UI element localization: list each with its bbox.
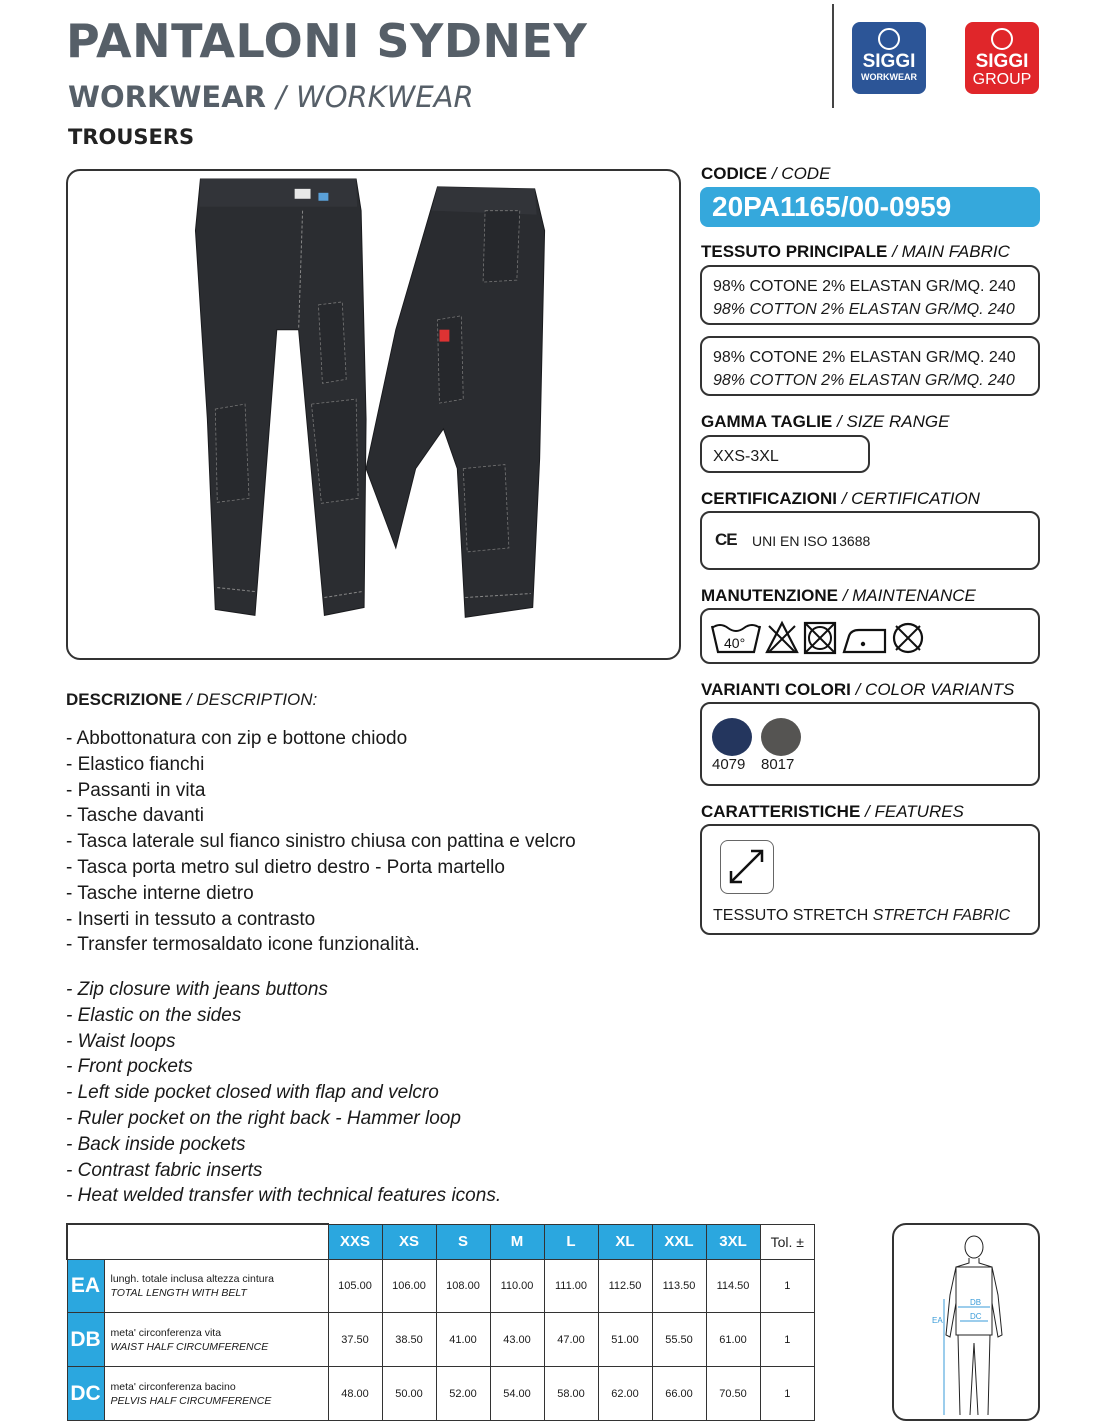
tolerance-header: Tol. ±	[760, 1224, 815, 1259]
row-code: DB	[67, 1313, 104, 1367]
size-value: 70.50	[706, 1367, 760, 1421]
fabric-en: 98% COTTON 2% ELASTAN GR/MQ. 240	[713, 372, 1015, 389]
row-description-en: WAIST HALF CIRCUMFERENCE	[110, 1340, 269, 1353]
size-range-box	[700, 435, 870, 473]
description-item: - Heat welded transfer with technical features icons.	[66, 1185, 502, 1207]
description-label-en: / DESCRIPTION:	[186, 690, 318, 709]
cert-label-en: / CERTIFICATION	[841, 489, 980, 508]
color-code-8017: 8017	[761, 756, 795, 773]
maintenance-label-en: / MAINTENANCE	[842, 586, 976, 605]
size-range-label-en: / SIZE RANGE	[837, 412, 950, 431]
colors-label-en: / COLOR VARIANTS	[855, 680, 1015, 699]
body-diagram	[894, 1225, 1040, 1421]
size-header-m: M	[490, 1224, 544, 1259]
size-header-xl: XL	[598, 1224, 652, 1259]
size-value: 43.00	[490, 1313, 544, 1367]
description-item: - Transfer termosaldato icone funzionalità.	[66, 934, 420, 956]
code-label-it: CODICE	[701, 164, 768, 183]
table-row	[67, 1367, 815, 1421]
size-range-value: XXS-3XL	[713, 448, 779, 465]
cert-label-it: CERTIFICAZIONI	[701, 489, 837, 508]
size-value: 38.50	[382, 1313, 436, 1367]
colors-label-it: VARIANTI COLORI	[701, 680, 851, 699]
logo2-line1: SIGGI	[975, 51, 1029, 72]
size-header-xxs: XXS	[328, 1224, 382, 1259]
size-range-label	[701, 412, 949, 432]
size-value: 61.00	[706, 1313, 760, 1367]
logo2-line2: GROUP	[972, 71, 1032, 88]
size-range-label-it: GAMMA TAGLIE	[701, 412, 833, 431]
features-box	[700, 824, 1040, 935]
size-value: 37.50	[328, 1313, 382, 1367]
trousers-image	[68, 171, 679, 658]
size-value: 52.00	[436, 1367, 490, 1421]
no-dry-clean-icon	[890, 620, 926, 656]
feature-text	[713, 907, 1010, 925]
feature-text-it: TESSUTO STRETCH	[713, 907, 869, 924]
size-header-l: L	[544, 1224, 598, 1259]
color-swatch-4079[interactable]	[712, 718, 752, 756]
row-description	[104, 1313, 328, 1367]
subtitle-en: WORKWEAR	[296, 80, 474, 114]
row-description-it: lungh. totale inclusa altezza cintura	[110, 1272, 274, 1285]
fabric-label	[701, 242, 1010, 262]
size-value: 106.00	[382, 1259, 436, 1313]
fabric-en: 98% COTTON 2% ELASTAN GR/MQ. 240	[713, 301, 1015, 318]
size-value: 113.50	[652, 1259, 706, 1313]
description-item: - Contrast fabric inserts	[66, 1159, 263, 1181]
size-value: 47.00	[544, 1313, 598, 1367]
description-item: - Front pockets	[66, 1056, 193, 1078]
size-value: 66.00	[652, 1367, 706, 1421]
description-label-it: DESCRIZIONE	[66, 690, 183, 709]
description-item: - Inserti in tessuto a contrasto	[66, 908, 316, 930]
size-value: 55.50	[652, 1313, 706, 1367]
ea-label: EA	[932, 1316, 943, 1325]
code-label	[701, 164, 830, 184]
size-value: 108.00	[436, 1259, 490, 1313]
maintenance-label-it: MANUTENZIONE	[701, 586, 838, 605]
description-item: - Tasca laterale sul fianco sinistro chiusa con pattina e velcro	[66, 831, 576, 853]
size-value: 110.00	[490, 1259, 544, 1313]
code-value: 20PA1165/00-0959	[700, 187, 1040, 227]
description-list-en	[66, 977, 501, 1209]
tolerance-value: 1	[760, 1313, 815, 1367]
size-value: 114.50	[706, 1259, 760, 1313]
description-item: - Abbottonatura con zip e bottone chiodo	[66, 728, 408, 749]
row-description-it: meta' circonferenza bacino	[110, 1380, 236, 1393]
cert-box	[700, 511, 1040, 570]
size-value: 62.00	[598, 1367, 652, 1421]
page-title: PANTALONI SYDNEY	[66, 14, 588, 68]
fabric-label-it: TESSUTO PRINCIPALE	[701, 242, 888, 261]
subtitle-it: WORKWEAR	[68, 80, 267, 114]
size-table	[66, 1223, 815, 1421]
size-value: 58.00	[544, 1367, 598, 1421]
subtitle-sep: /	[276, 80, 286, 114]
row-description	[104, 1259, 328, 1313]
siggi-group-logo	[965, 22, 1039, 94]
description-item: - Back inside pockets	[66, 1133, 246, 1155]
no-bleach-icon	[764, 620, 800, 656]
siggi-workwear-logo	[852, 22, 926, 94]
size-value: 111.00	[544, 1259, 598, 1313]
size-value: 54.00	[490, 1367, 544, 1421]
header-divider	[832, 4, 834, 108]
size-value: 112.50	[598, 1259, 652, 1313]
fabric-box-2	[700, 336, 1040, 396]
description-item: - Elastic on the sides	[66, 1004, 242, 1026]
description-item: - Tasche davanti	[66, 805, 205, 827]
seal-icon	[878, 28, 900, 50]
size-header-xxl: XXL	[652, 1224, 706, 1259]
size-value: 48.00	[328, 1367, 382, 1421]
size-header-xs: XS	[382, 1224, 436, 1259]
size-header-3xl: 3XL	[706, 1224, 760, 1259]
category-label: TROUSERS	[68, 125, 195, 149]
db-label: DB	[970, 1298, 982, 1307]
code-label-en: / CODE	[771, 164, 831, 183]
fabric-box-1	[700, 265, 1040, 325]
colors-box	[700, 702, 1040, 786]
description-item: - Tasche interne dietro	[66, 882, 254, 904]
description-item: - Zip closure with jeans buttons	[66, 979, 328, 1000]
size-value: 105.00	[328, 1259, 382, 1313]
page-subtitle	[68, 80, 474, 114]
feature-text-en: STRETCH FABRIC	[872, 907, 1011, 924]
table-row	[67, 1259, 815, 1313]
fabric-label-en: / MAIN FABRIC	[892, 242, 1010, 261]
description-item: - Ruler pocket on the right back - Hammer loop	[66, 1107, 461, 1129]
description-item: - Passanti in vita	[66, 779, 206, 801]
row-code: EA	[67, 1259, 104, 1313]
wash-40-icon	[710, 620, 762, 656]
tolerance-value: 1	[760, 1367, 815, 1421]
no-tumble-dry-icon	[802, 620, 838, 656]
size-value: 41.00	[436, 1313, 490, 1367]
size-value: 50.00	[382, 1367, 436, 1421]
logo1-line1: SIGGI	[862, 51, 916, 72]
product-photo	[66, 169, 681, 660]
row-code: DC	[67, 1367, 104, 1421]
ce-mark-icon: CE	[715, 530, 737, 549]
table-row	[67, 1313, 815, 1367]
color-swatch-8017[interactable]	[761, 718, 801, 756]
size-table-header	[67, 1224, 815, 1259]
colors-label	[701, 680, 1014, 700]
row-description-it: meta' circonferenza vita	[110, 1326, 222, 1339]
seal-icon	[991, 28, 1013, 50]
fabric-it: 98% COTONE 2% ELASTAN GR/MQ. 240	[713, 278, 1016, 295]
maintenance-label	[701, 586, 976, 606]
stretch-arrow-icon	[720, 840, 774, 894]
features-label-en: / FEATURES	[865, 802, 964, 821]
header-blank	[67, 1224, 328, 1259]
row-description-en: TOTAL LENGTH WITH BELT	[110, 1286, 247, 1299]
maintenance-box	[700, 608, 1040, 664]
row-description	[104, 1367, 328, 1421]
description-item: - Waist loops	[66, 1030, 176, 1052]
description-list-it	[66, 726, 576, 958]
features-label-it: CARATTERISTICHE	[701, 802, 861, 821]
color-code-4079: 4079	[712, 756, 746, 773]
cert-label	[701, 489, 980, 509]
description-label	[66, 690, 317, 710]
description-item: - Elastico fianchi	[66, 753, 205, 775]
measurement-figure	[892, 1223, 1040, 1421]
logo1-line2: WORKWEAR	[861, 72, 917, 82]
features-label	[701, 802, 964, 822]
fabric-it: 98% COTONE 2% ELASTAN GR/MQ. 240	[713, 349, 1016, 366]
wash-temp: 40°	[724, 635, 746, 651]
size-header-s: S	[436, 1224, 490, 1259]
dc-label: DC	[970, 1312, 982, 1321]
iron-low-icon	[841, 620, 889, 656]
description-item: - Left side pocket closed with flap and velcro	[66, 1082, 439, 1104]
row-description-en: PELVIS HALF CIRCUMFERENCE	[110, 1394, 272, 1407]
description-item: - Tasca porta metro sul dietro destro - Porta martello	[66, 856, 505, 878]
tolerance-value: 1	[760, 1259, 815, 1313]
size-value: 51.00	[598, 1313, 652, 1367]
cert-value: UNI EN ISO 13688	[752, 533, 871, 549]
